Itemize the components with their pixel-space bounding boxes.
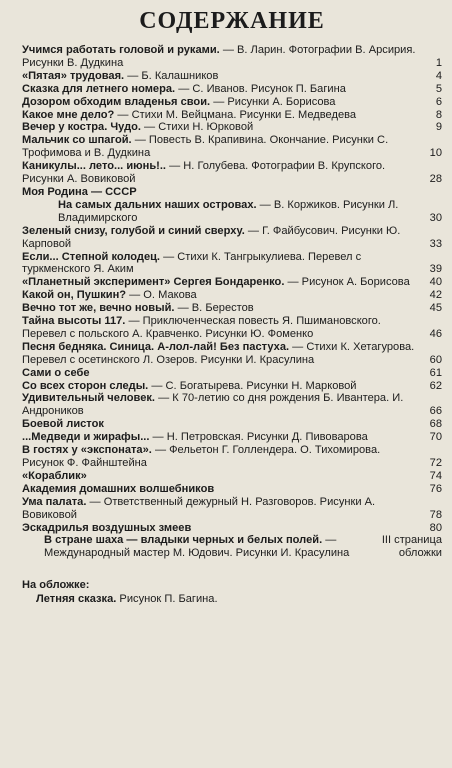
page-title: СОДЕРЖАНИЕ xyxy=(139,8,325,34)
entry-title: Сами о себе xyxy=(22,366,90,379)
entry-title: Вечер у костра. Чудо. xyxy=(22,121,141,134)
toc-entry[interactable] xyxy=(22,44,442,70)
entry-page-number: 60 xyxy=(429,353,442,366)
table-of-contents xyxy=(22,44,442,560)
entry-page-number: 28 xyxy=(429,173,442,186)
entry-credits: — Б. Калашников xyxy=(124,69,219,82)
entry-credits: — В. Коржиков. Рисунки Л. Владимирского xyxy=(58,198,399,224)
entry-credits: — К 70-летию со дня рождения Б. Ивантера. И. Андроников xyxy=(22,392,404,418)
entry-title: Вечно тот же, вечно новый. xyxy=(22,302,175,315)
toc-entry[interactable] xyxy=(22,289,442,302)
entry-credits: — Фельетон Г. Голлендера. О. Тихомирова. Рисунок Ф. Файнштейна xyxy=(22,444,381,469)
entry-page-number: 72 xyxy=(429,457,442,469)
toc-entry[interactable] xyxy=(22,199,442,225)
entry-credits: — Рисунок А. Борисова xyxy=(284,276,410,289)
toc-entry[interactable] xyxy=(22,109,442,122)
entry-credits: — Рисунки А. Борисова xyxy=(210,95,336,108)
entry-page-number: 4 xyxy=(435,69,442,82)
toc-entry[interactable] xyxy=(22,96,442,109)
toc-entry[interactable] xyxy=(22,392,442,418)
toc-entry[interactable] xyxy=(22,121,442,134)
toc-entry[interactable] xyxy=(22,367,442,380)
entry-credits: — Стихи Н. Юрковой xyxy=(140,121,254,134)
entry-credits: — Стихи К. Тангрыкулиева. Перевел с туркменского Я. Аким xyxy=(22,250,362,276)
toc-entry[interactable] xyxy=(22,134,442,160)
entry-credits: — Ответственный дежурный Н. Разговоров. Рисунки А. Вовиковой xyxy=(22,495,376,521)
cover-credit: Рисунок П. Багина. xyxy=(119,593,218,606)
entry-title: В гостях у «экспоната». xyxy=(22,444,152,457)
entry-credits: — В. Ларин. Фотографии В. Арсирия. Рисунки В. Дудкина xyxy=(22,44,416,69)
entry-credits: — Н. Петровская. Рисунки Д. Пивоварова xyxy=(149,431,368,444)
entry-page-number: 76 xyxy=(429,482,442,495)
entry-page-number: 5 xyxy=(435,82,442,95)
entry-title: «Пятая» трудовая. xyxy=(22,69,125,82)
entry-page-number: 70 xyxy=(429,431,442,444)
toc-entry[interactable] xyxy=(22,522,442,535)
entry-title: Академия домашних волшебников xyxy=(22,482,215,495)
toc-entry[interactable] xyxy=(22,276,442,289)
cover-line xyxy=(22,592,442,606)
entry-page-number: 6 xyxy=(435,95,442,108)
entry-title: Если... Степной колодец. xyxy=(22,250,161,263)
toc-entry[interactable] xyxy=(22,444,442,470)
entry-title: Моя Родина — СССР xyxy=(22,185,137,198)
cover-note xyxy=(22,578,442,606)
entry-page-number: 78 xyxy=(429,508,442,521)
entry-credits: — Международный мастер М. Юдович. Рисунки И. Красулина xyxy=(44,534,350,560)
entry-title: Зеленый снизу, голубой и синий сверху. xyxy=(22,224,245,237)
entry-title: Песня бедняка. Синица. А-лол-лай! Без пастуха. xyxy=(22,340,290,353)
entry-page-number: 66 xyxy=(429,405,442,418)
entry-page-number: 10 xyxy=(429,147,442,160)
entry-page-number: 74 xyxy=(429,469,442,482)
toc-entry[interactable] xyxy=(22,431,442,444)
entry-credits: — Повесть В. Крапивина. Окончание. Рисунки С. Трофимова и В. Дудкина xyxy=(22,134,389,160)
entry-credits: — С. Иванов. Рисунок П. Багина xyxy=(175,82,346,95)
entry-credits: — С. Богатырева. Рисунки Н. Марковой xyxy=(148,379,357,392)
toc-entry[interactable] xyxy=(22,534,442,560)
entry-title: ...Медведи и жирафы... xyxy=(22,431,150,444)
entry-page-number: 30 xyxy=(429,211,442,224)
entry-title: Удивительный человек. xyxy=(22,392,156,405)
toc-entry[interactable] xyxy=(22,225,442,251)
entry-page-number: 9 xyxy=(435,121,442,134)
entry-credits: — Н. Голубева. Фотографии В. Крупского. Рисунки А. Вовиковой xyxy=(22,160,386,186)
entry-page-number: 40 xyxy=(429,276,442,289)
toc-entry[interactable] xyxy=(22,470,442,483)
entry-page-number: 39 xyxy=(429,263,442,276)
entry-title: Учимся работать головой и руками. xyxy=(22,44,220,56)
entry-title: Какой он, Пушкин? xyxy=(22,289,127,302)
entry-page-number: 8 xyxy=(435,108,442,121)
entry-page-number: 46 xyxy=(429,327,442,340)
entry-title: «Планетный эксперимент» Сергея Бондаренко. xyxy=(22,276,285,289)
entry-title: Какое мне дело? xyxy=(22,108,115,121)
entry-page-number: 1 xyxy=(435,56,442,69)
entry-credits: — Стихи М. Вейцмана. Рисунки Е. Медведева xyxy=(114,108,357,121)
toc-entry[interactable] xyxy=(22,483,442,496)
entry-credits: — О. Макова xyxy=(126,289,197,302)
toc-entry[interactable] xyxy=(22,418,442,431)
entry-title: Дозором обходим владенья свои. xyxy=(22,95,211,108)
toc-entry[interactable] xyxy=(22,83,442,96)
cover-heading: На обложке: xyxy=(22,579,90,592)
entry-title: Тайна высоты 117. xyxy=(22,315,126,328)
entry-page-number: 42 xyxy=(429,289,442,302)
entry-title: Эскадрилья воздушных змеев xyxy=(22,521,192,534)
entry-title: Ума палата. xyxy=(22,495,87,508)
entry-title: Сказка для летнего номера. xyxy=(22,82,176,95)
toc-entry[interactable] xyxy=(22,341,442,367)
toc-entry[interactable] xyxy=(22,186,442,199)
entry-credits: — В. Берестов xyxy=(174,302,254,315)
toc-entry[interactable] xyxy=(22,251,442,277)
toc-entry[interactable] xyxy=(22,380,442,393)
toc-entry[interactable] xyxy=(22,302,442,315)
entry-credits: — Приключенческая повесть Я. Пшимановского. Перевел с польского А. Кравченко. Рисунки Ю. Фоменко xyxy=(22,315,381,340)
entry-title: На самых дальних наших островах. xyxy=(58,198,257,211)
toc-entry[interactable] xyxy=(22,496,442,522)
entry-credits: — Г. Файбусович. Рисунки Ю. Карповой xyxy=(22,224,401,250)
toc-entry[interactable] xyxy=(22,70,442,83)
entry-title: Со всех сторон следы. xyxy=(22,379,149,392)
entry-title: Боевой листок xyxy=(22,418,104,431)
entry-title: В стране шаха — владыки черных и белых полей. xyxy=(44,534,323,547)
entry-page-number: 62 xyxy=(429,379,442,392)
entry-page-number: 33 xyxy=(429,237,442,250)
entry-page-number: 45 xyxy=(429,302,442,315)
cover-title: Летняя сказка. xyxy=(36,593,117,606)
entry-title: Мальчик со шпагой. xyxy=(22,134,132,147)
toc-entry[interactable] xyxy=(22,160,442,186)
entry-title: Каникулы... лето... июнь!.. xyxy=(22,160,167,173)
entry-page-number: III страница обложки xyxy=(381,534,442,560)
entry-page-number: 68 xyxy=(429,418,442,431)
entry-page-number: 61 xyxy=(429,366,442,379)
toc-entry[interactable] xyxy=(22,315,442,341)
entry-page-number: 80 xyxy=(429,521,442,534)
entry-credits: — Стихи К. Хетагурова. Перевел с осетинского Л. Озеров. Рисунки И. Красулина xyxy=(22,340,415,366)
entry-title: «Кораблик» xyxy=(22,469,87,482)
